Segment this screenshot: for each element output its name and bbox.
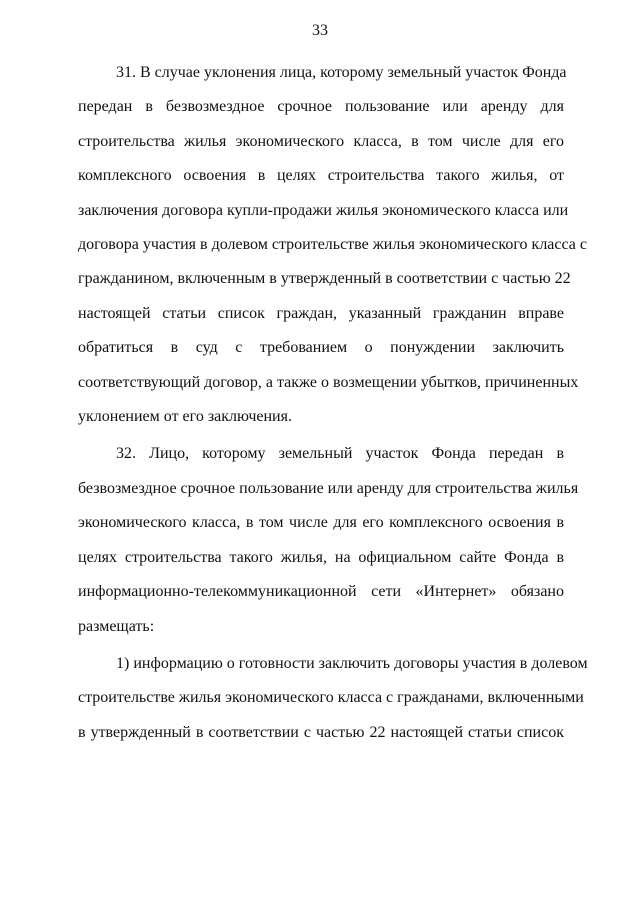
text-line: уклонением от его заключения. xyxy=(78,408,292,426)
text-line: 1) информацию о готовности заключить договоры участия в долевом xyxy=(116,654,588,672)
text-line: строительстве жилья экономического класса с гражданами, включенными xyxy=(78,689,584,707)
text-line: 32. Лицо, которому земельный участок Фонда передан в xyxy=(116,445,564,463)
text-line: заключения договора купли-продажи жилья экономического класса или xyxy=(78,201,569,219)
text-line: информационно-телекоммуникационной сети «Интернет» обязано xyxy=(78,583,564,601)
page-number: 33 xyxy=(312,22,328,39)
text-line: договора участия в долевом строительстве жилья экономического класса с xyxy=(78,236,587,254)
text-line: передан в безвозмездное срочное пользование или аренду для xyxy=(78,98,564,116)
paragraph-32 xyxy=(78,437,579,643)
text-line: строительства жилья экономического класса, в том числе для его xyxy=(78,132,564,150)
paragraph-31 xyxy=(78,56,587,434)
text-line: в утвержденный в соответствии с частью 22 настоящей статьи список xyxy=(78,723,564,741)
text-line: целях строительства такого жилья, на официальном сайте Фонда в xyxy=(78,548,564,566)
text-line: комплексного освоения в целях строительства такого жилья, от xyxy=(78,167,564,185)
document-body xyxy=(78,56,588,750)
text-line: обратиться в суд с требованием о понуждении заключить xyxy=(78,339,564,357)
text-line: 31. В случае уклонения лица, которому земельный участок Фонда xyxy=(116,64,567,81)
text-line: экономического класса, в том числе для его комплексного освоения в xyxy=(78,514,564,532)
text-line: безвозмездное срочное пользование или аренду для строительства жилья xyxy=(78,479,579,497)
text-line: настоящей статьи список граждан, указанный гражданин вправе xyxy=(78,304,564,322)
paragraph-32-item-1 xyxy=(78,647,588,750)
text-line: гражданином, включенным в утвержденный в соответствии с частью 22 xyxy=(78,270,571,288)
text-line: размещать: xyxy=(78,617,155,635)
text-line: соответствующий договор, а также о возмещении убытков, причиненных xyxy=(78,373,579,391)
